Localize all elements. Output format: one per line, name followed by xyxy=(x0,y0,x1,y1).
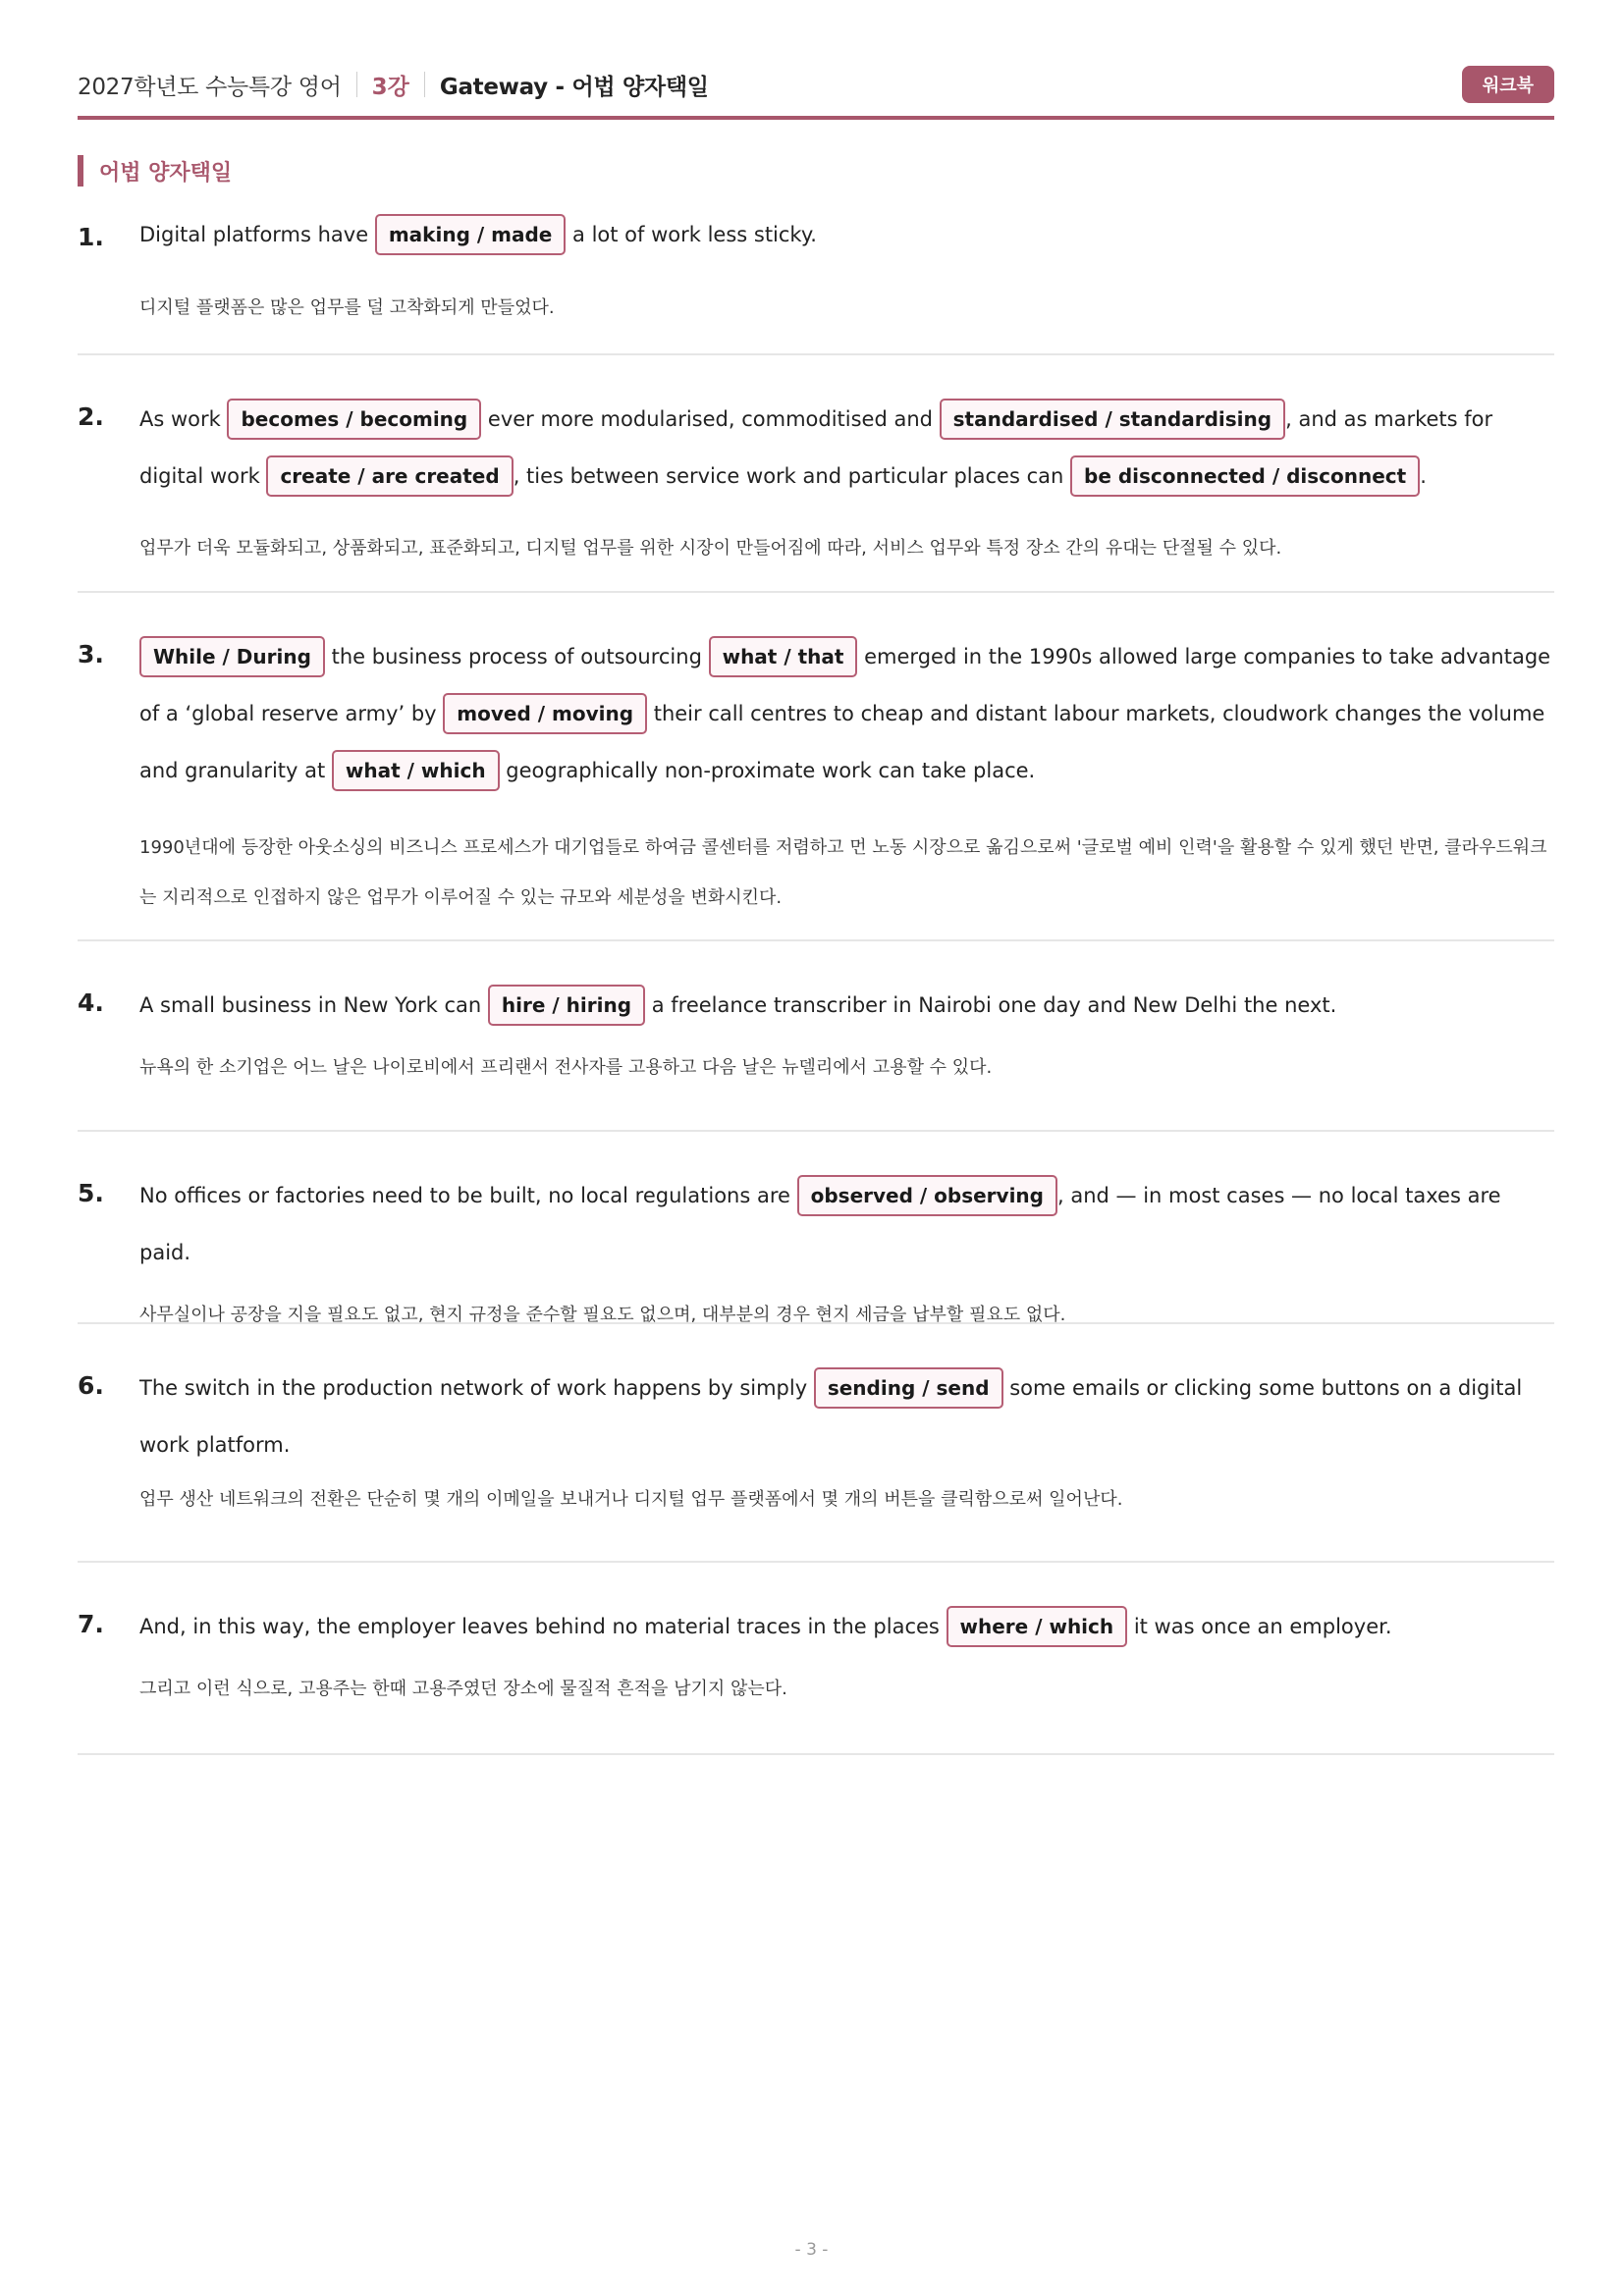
header-divider xyxy=(424,72,425,97)
grammar-choice-box: create / are created xyxy=(266,455,513,497)
question-number: 7. xyxy=(78,1610,104,1638)
question-sentence xyxy=(139,941,1554,1034)
grammar-choice-box: becomes / becoming xyxy=(227,399,481,440)
korean-translation: 사무실이나 공장을 지을 필요도 없고, 현지 규정을 준수할 필요도 없으며, 대부분의 경우 현지 세금을 납부할 필요도 없다. xyxy=(139,1305,1066,1325)
sentence-text: , and — in most cases — no local taxes are paid. xyxy=(139,1184,1501,1264)
sentence-text: a lot of work less sticky. xyxy=(566,223,817,246)
question-number: 4. xyxy=(78,988,104,1017)
question-sentence xyxy=(139,1132,1554,1281)
sentence-text: geographically non-proximate work can take place. xyxy=(499,759,1036,782)
page-header xyxy=(78,65,1554,104)
sentence-text: , and as markets for digital work xyxy=(139,407,1493,488)
grammar-choice-box: hire / hiring xyxy=(488,985,645,1026)
question-item xyxy=(78,201,1554,355)
grammar-choice-box: making / made xyxy=(375,214,567,255)
sentence-text: emerged in the 1990s allowed large companies to take advantage of a ‘global reserve army’ by xyxy=(139,645,1551,725)
question-item xyxy=(78,1132,1554,1324)
sentence-text: As work xyxy=(139,407,228,431)
sentence-text: The switch in the production network of work happens by simply xyxy=(139,1376,814,1400)
question-sentence xyxy=(139,1324,1554,1473)
grammar-choice-box: While / During xyxy=(139,636,325,677)
korean-translation: 뉴욕의 한 소기업은 어느 날은 나이로비에서 프리랜서 전사자를 고용하고 다음 날은 뉴델리에서 고용할 수 있다. xyxy=(139,1057,993,1078)
question-sentence xyxy=(139,355,1554,505)
korean-translation: 그리고 이런 식으로, 고용주는 한때 고용주였던 장소에 물질적 흔적을 남기지 않는다. xyxy=(139,1679,787,1699)
course-title: 2027학년도 수능특강 영어 xyxy=(78,74,342,100)
question-item xyxy=(78,355,1554,593)
sentence-text: Digital platforms have xyxy=(139,223,375,246)
question-sentence xyxy=(139,593,1554,799)
korean-translation: 업무 생산 네트워크의 전환은 단순히 몇 개의 이메일을 보내거나 디지털 업무 플랫폼에서 몇 개의 버튼을 클릭함으로써 일어난다. xyxy=(139,1489,1123,1510)
question-number: 2. xyxy=(78,402,104,431)
sentence-text: a freelance transcriber in Nairobi one day and New Delhi the next. xyxy=(645,993,1337,1017)
korean-translation: 1990년대에 등장한 아웃소싱의 비즈니스 프로세스가 대기업들로 하여금 콜센터를 저렴하고 먼 노동 시장으로 옮김으로써 '글로벌 예비 인력'을 활용할 수 있게 했던 반면, 클라우드워크는 지리적으로 인접하지 않은 업무가 이루어질 수 있는 규모와 세분성을 변화시킨다. xyxy=(139,837,1547,908)
grammar-choice-box: sending / send xyxy=(814,1367,1003,1409)
header-rule xyxy=(78,116,1554,120)
sentence-text: , ties between service work and particular places can xyxy=(513,464,1070,488)
grammar-choice-box: where / which xyxy=(947,1606,1128,1647)
question-item xyxy=(78,1563,1554,1755)
question-item xyxy=(78,941,1554,1132)
grammar-choice-box: be disconnected / disconnect xyxy=(1070,455,1420,497)
lesson-number: 3강 xyxy=(371,74,409,100)
sentence-text: No offices or factories need to be built, no local regulations are xyxy=(139,1184,797,1207)
question-number: 3. xyxy=(78,640,104,668)
grammar-choice-box: what / which xyxy=(332,750,500,791)
question-item xyxy=(78,1324,1554,1563)
question-item xyxy=(78,593,1554,941)
question-number: 6. xyxy=(78,1371,104,1400)
workbook-badge: 워크북 xyxy=(1462,66,1554,103)
korean-translation: 업무가 더욱 모듈화되고, 상품화되고, 표준화되고, 디지털 업무를 위한 시장이 만들어짐에 따라, 서비스 업무와 특정 장소 간의 유대는 단절될 수 있다. xyxy=(139,538,1282,559)
grammar-choice-box: standardised / standardising xyxy=(940,399,1285,440)
question-list xyxy=(78,201,1554,1755)
section-title: 어법 양자택일 xyxy=(78,155,232,187)
korean-translation: 디지털 플랫폼은 많은 업무를 덜 고착화되게 만들었다. xyxy=(139,297,555,318)
sentence-text: . xyxy=(1420,464,1427,488)
question-sentence xyxy=(139,201,1554,258)
question-sentence xyxy=(139,1563,1554,1655)
page-number: - 3 - xyxy=(794,2240,829,2260)
sentence-text: it was once an employer. xyxy=(1127,1615,1392,1638)
grammar-choice-box: moved / moving xyxy=(443,693,647,734)
grammar-choice-box: what / that xyxy=(709,636,858,677)
sentence-text: ever more modularised, commoditised and xyxy=(481,407,940,431)
header-divider xyxy=(356,72,357,97)
sentence-text: the business process of outsourcing xyxy=(324,645,709,668)
grammar-choice-box: observed / observing xyxy=(797,1175,1057,1216)
sentence-text: And, in this way, the employer leaves behind no material traces in the places xyxy=(139,1615,947,1638)
question-number: 1. xyxy=(78,223,104,251)
sentence-text: their call centres to cheap and distant labour markets, cloudwork changes the volume and granularity at xyxy=(139,702,1545,782)
page-title: Gateway - 어법 양자택일 xyxy=(439,74,709,100)
question-number: 5. xyxy=(78,1179,104,1207)
sentence-text: some emails or clicking some buttons on a digital work platform. xyxy=(139,1376,1523,1457)
sentence-text: A small business in New York can xyxy=(139,993,488,1017)
